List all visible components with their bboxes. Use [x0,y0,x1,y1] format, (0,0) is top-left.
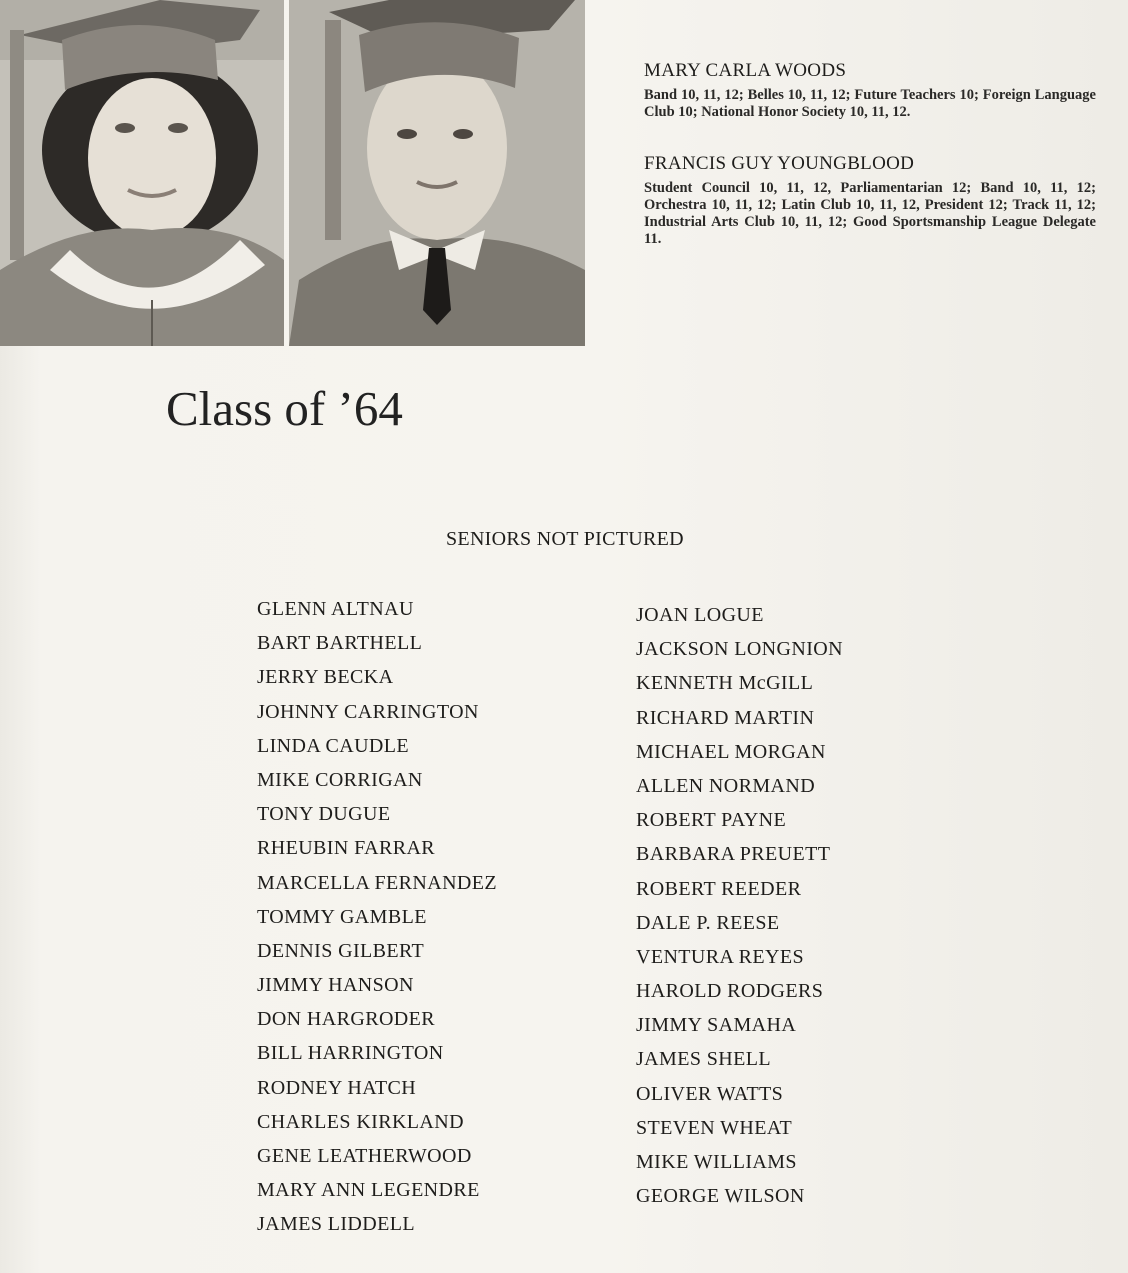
list-item: JACKSON LONGNION [636,638,843,661]
bio-entry [644,153,1096,248]
list-item: DON HARGRODER [257,1008,435,1031]
list-item: ALLEN NORMAND [636,774,816,797]
class-title: Class of ’64 [166,381,403,436]
list-item: MIKE CORRIGAN [257,768,423,791]
list-item: GLENN ALTNAU [257,598,414,620]
names-left-column [257,598,497,1248]
portrait-girl-photo [0,0,284,346]
bio-name: MARY CARLA WOODS [644,60,847,81]
list-item: JAMES SHELL [636,1048,771,1071]
list-item: OLIVER WATTS [636,1082,784,1105]
list-item: GEORGE WILSON [636,1185,805,1208]
list-item: MIKE WILLIAMS [636,1151,797,1173]
list-item: RICHARD MARTIN [636,706,815,729]
bio-activities: Student Council 10, 11, 12, Parliamentarian 12; Band 10, 11, 12; Orchestra 10, 11, 12; Latin Club 10, 11, 12, President 12; Track 11, 12; Industrial Arts Club 10, 11, 12; Good Sportsmanship League Delegate 11. [644,180,1096,247]
list-item: CHARLES KIRKLAND [257,1110,464,1133]
list-item: VENTURA REYES [636,945,804,968]
names-right-column [636,604,843,1219]
list-item: LINDA CAUDLE [257,734,410,757]
list-item: GENE LEATHERWOOD [257,1145,472,1167]
list-item: DENNIS GILBERT [257,939,425,962]
list-item: JIMMY HANSON [257,974,414,997]
bio-activities: Band 10, 11, 12; Belles 10, 11, 12; Future Teachers 10; Foreign Language Club 10; National Honor Society 10, 11, 12. [644,87,1096,120]
list-item: ROBERT PAYNE [636,809,787,832]
list-item: JAMES LIDDELL [257,1213,415,1236]
list-item: JOHNNY CARRINGTON [257,700,479,723]
list-item: STEVEN WHEAT [636,1116,793,1139]
list-item: ROBERT REEDER [636,877,802,900]
list-item: TOMMY GAMBLE [257,905,427,928]
list-item: BILL HARRINGTON [257,1042,444,1065]
list-item: JOAN LOGUE [636,604,764,626]
list-item: MICHAEL MORGAN [636,740,826,763]
list-item: DALE P. REESE [636,911,780,934]
list-item: HAROLD RODGERS [636,980,824,1003]
list-item: JIMMY SAMAHA [636,1014,797,1037]
list-item: TONY DUGUE [257,803,391,826]
list-item: MARY ANN LEGENDRE [257,1179,480,1202]
list-item: JERRY BECKA [257,666,394,689]
list-item: RHEUBIN FARRAR [257,837,436,860]
portrait-boy-photo [289,0,585,346]
list-item: BARBARA PREUETT [636,843,831,866]
list-item: RODNEY HATCH [257,1076,417,1099]
list-item: BART BARTHELL [257,632,423,655]
not-pictured-heading: SENIORS NOT PICTURED [446,528,684,550]
bio-entry [644,60,1096,121]
list-item: MARCELLA FERNANDEZ [257,871,497,894]
list-item: KENNETH McGILL [636,672,814,695]
bio-name: FRANCIS GUY YOUNGBLOOD [644,153,915,174]
